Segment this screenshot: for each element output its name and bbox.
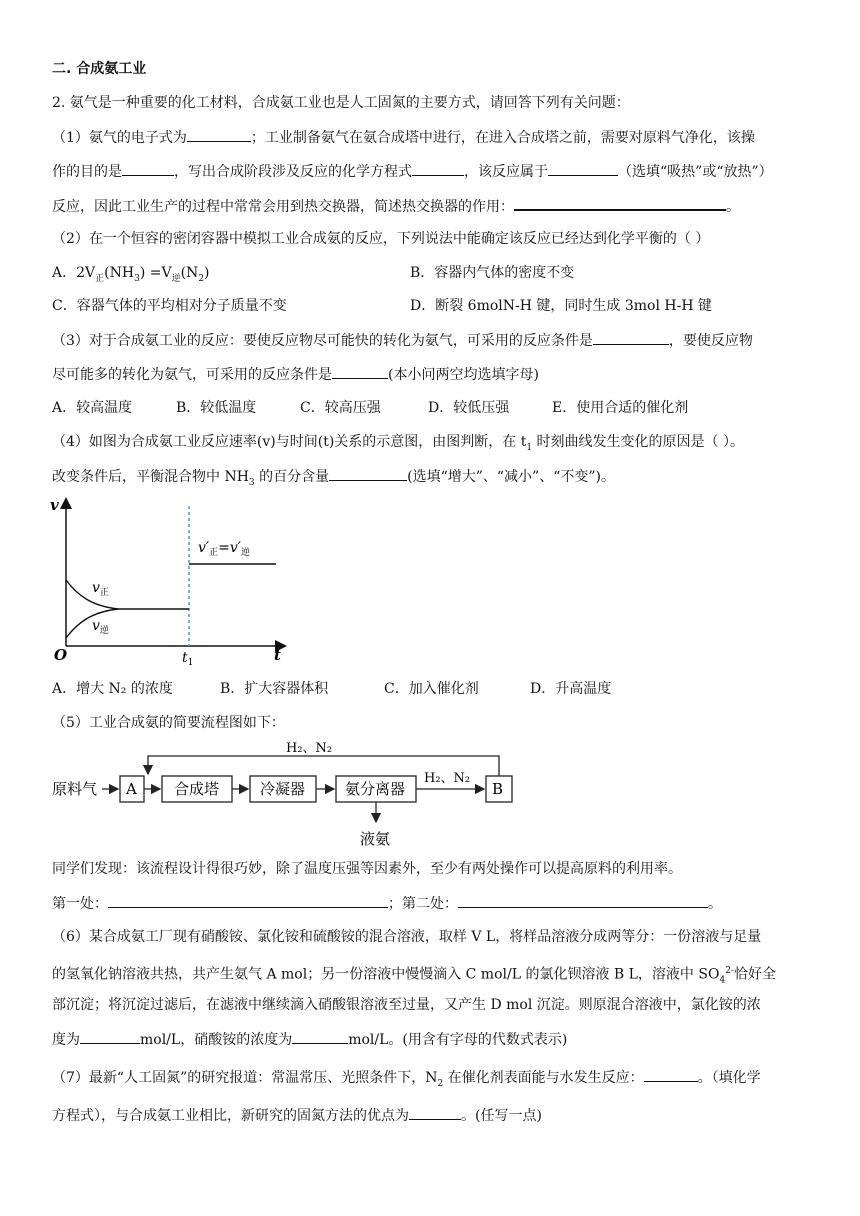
q3-option-d[interactable]: D．较低压强 xyxy=(428,400,510,416)
q7-text: 方程式），与合成氨工业相比，新研究的固氮方法的优点为 xyxy=(52,1108,409,1124)
option-text: (N xyxy=(180,265,199,281)
answer-blank[interactable] xyxy=(412,161,464,176)
x-axis-label: t xyxy=(274,646,281,664)
v-text: =v′ xyxy=(218,540,241,556)
box-a-label: A xyxy=(126,780,137,798)
q3-text: 尽可能多的转化为氨气，可采用的反应条件是 xyxy=(52,367,332,383)
answer-blank[interactable] xyxy=(332,364,388,379)
option-text: (NH xyxy=(104,265,135,281)
rate-time-graph xyxy=(48,492,288,668)
answer-blank[interactable] xyxy=(593,330,669,345)
q7-line2 xyxy=(52,1105,812,1126)
q3-text: （3）对于合成氨工业的反应：要使反应物尽可能快的转化为氨气，可采用的反应条件是 xyxy=(52,333,593,349)
box-b-label: B xyxy=(492,780,504,798)
subscript: 3 xyxy=(134,273,140,284)
q2-option-d[interactable]: D．断裂 6molN-H 键，同时生成 3mol H-H 键 xyxy=(410,298,712,314)
q1-text: ，该反应属于 xyxy=(464,164,548,180)
recycle-top-label: H₂、N₂ xyxy=(286,741,333,756)
answer-blank[interactable] xyxy=(458,893,708,908)
q4-line2 xyxy=(52,466,812,493)
q6-text: 的氢氧化钠溶液共热，共产生氨气 A mol；另一份溶液中慢慢滴入 C mol/L 的氯化钡溶液 B L，溶液中 SO xyxy=(52,966,720,983)
v-subscript: 逆 xyxy=(240,548,250,558)
option-text: A．2V xyxy=(52,265,96,281)
q1-line2 xyxy=(52,161,812,182)
subscript: 1 xyxy=(526,442,533,453)
subscript: 逆 xyxy=(171,273,181,284)
answer-blank[interactable] xyxy=(108,893,388,908)
q1-text: （选填“吸热”或“放热”） xyxy=(618,164,773,180)
q6-line3: 部沉淀；将沉淀过滤后，在滤液中继续滴入硝酸银溶液至过量，又产生 D mol 沉淀。则原混合溶液中，氯化铵的浓 xyxy=(52,997,761,1013)
v-text: v xyxy=(92,618,100,634)
q2-stem: （2）在一个恒容的密闭容器中模拟工业合成氨的反应，下列说法中能确定该反应已经达到化学平衡的（ ） xyxy=(52,231,710,247)
subscript: 3 xyxy=(248,477,255,488)
q5-stem: （5）工业合成氨的简要流程图如下： xyxy=(52,715,285,731)
v-forward-label xyxy=(92,580,109,598)
q5-text: ；第二处： xyxy=(388,896,458,912)
q1-text: 反应，因此工业生产的过程中常常会用到热交换器，简述热交换器的作用： xyxy=(52,199,514,215)
q4-text: （4）如图为合成氨工业反应速率(v)与时间(t)关系的示意图，由图判断，在 t xyxy=(52,434,527,450)
box-synthesis-tower-label: 合成塔 xyxy=(174,780,220,798)
q6-line2 xyxy=(52,961,812,990)
q6-text: 度为 xyxy=(52,1032,80,1048)
v-reverse-label xyxy=(92,618,109,636)
y-axis-label: v xyxy=(50,496,59,514)
q1-text: ；工业制备氨气在氨合成塔中进行，在进入合成塔之前，需要对原料气净化，该操 xyxy=(250,130,755,146)
superscript: 2- xyxy=(725,966,734,976)
v-subscript: 逆 xyxy=(99,626,109,636)
answer-blank[interactable] xyxy=(80,1029,140,1044)
q6-text: 恰好全 xyxy=(733,966,776,983)
new-equilibrium-label xyxy=(198,540,250,558)
q4-text: (选填“增大”、“减小”、“不变”)。 xyxy=(407,469,615,485)
option-text: ) xyxy=(204,265,210,281)
q3-line2 xyxy=(52,364,812,385)
origin-label: O xyxy=(54,646,68,664)
recycle-mid-label: H₂、N₂ xyxy=(424,771,471,786)
answer-blank[interactable] xyxy=(548,161,618,176)
q4-option-b[interactable]: B．扩大容器体积 xyxy=(220,681,329,697)
q1-line3 xyxy=(52,195,812,217)
v-subscript: 正 xyxy=(99,588,109,598)
q5-text: 第一处： xyxy=(52,896,108,912)
q6-text: mol/L，硝酸铵的浓度为 xyxy=(140,1032,293,1048)
q3-line1 xyxy=(52,330,812,351)
v-text: v′ xyxy=(198,540,210,556)
subscript: 正 xyxy=(95,273,105,284)
q2-option-a[interactable] xyxy=(52,263,210,289)
q1-text: ，写出合成阶段涉及反应的化学方程式 xyxy=(174,164,412,180)
q3-text: (本小问两空均选填字母) xyxy=(388,367,539,383)
q3-text: ，要使反应物 xyxy=(668,333,753,349)
subscript: 2 xyxy=(198,273,205,284)
subscript: 4 xyxy=(719,975,726,986)
answer-blank[interactable] xyxy=(187,127,251,142)
answer-blank[interactable] xyxy=(122,161,174,176)
process-flow-diagram xyxy=(48,736,528,854)
box-condenser-label: 冷凝器 xyxy=(260,780,306,798)
q3-option-c[interactable]: C．较高压强 xyxy=(300,400,381,416)
q2-option-c[interactable]: C．容器气体的平均相对分子质量不变 xyxy=(52,298,287,314)
feed-label: 原料气 xyxy=(52,780,98,798)
q1-text: （1）氨气的电子式为 xyxy=(52,130,187,146)
q3-option-b[interactable]: B．较低温度 xyxy=(176,400,257,416)
t1-subscript: 1 xyxy=(187,658,194,668)
q5-text: 。 xyxy=(708,896,722,912)
q5-finding: 同学们发现：该流程设计得很巧妙，除了温度压强等因素外，至少有两处操作可以提高原料的利用率。 xyxy=(52,861,682,877)
q1-text: 作的目的是 xyxy=(52,164,122,180)
q4-line1 xyxy=(52,432,812,458)
q4-text: 的百分含量 xyxy=(254,469,330,485)
q7-line1 xyxy=(52,1067,812,1094)
q4-text: 改变条件后，平衡混合物中 NH xyxy=(52,469,249,485)
answer-blank[interactable] xyxy=(329,466,407,481)
v-text: v xyxy=(92,580,100,596)
q4-option-d[interactable]: D．升高温度 xyxy=(530,681,612,697)
q6-line1: （6）某合成氨工厂现有硝酸铵、氯化铵和硫酸铵的混合溶液，取样 V L，将样品溶液分成两等分：一份溶液与足量 xyxy=(52,929,762,945)
answer-blank[interactable] xyxy=(514,195,726,211)
q4-option-c[interactable]: C．加入催化剂 xyxy=(384,681,479,697)
v-subscript: 正 xyxy=(209,548,219,558)
product-label: 液氨 xyxy=(360,830,391,848)
q7-text: 。（填化学 xyxy=(697,1070,761,1086)
q3-option-a[interactable]: A．较高温度 xyxy=(52,400,133,416)
q1-text: 。 xyxy=(726,199,740,215)
t1-label xyxy=(182,650,193,668)
q4-text: 时刻曲线发生变化的原因是（ ）。 xyxy=(532,434,745,450)
q6-line4 xyxy=(52,1029,812,1050)
q7-text: （7）最新“人工固氮”的研究报道：常温常压、光照条件下，N xyxy=(52,1070,438,1086)
q3-option-e[interactable]: E．使用合适的催化剂 xyxy=(552,400,689,416)
answer-blank[interactable] xyxy=(644,1067,698,1082)
subscript: 2 xyxy=(437,1078,444,1089)
box-ammonia-separator-label: 氨分离器 xyxy=(345,780,406,798)
section-title: 二. 合成氨工业 xyxy=(52,61,147,77)
q5-blanks-line xyxy=(52,893,812,914)
t1-text: t xyxy=(182,650,188,666)
option-text: ) =V xyxy=(139,265,172,281)
question-intro: 2. 氨气是一种重要的化工材料，合成氨工业也是人工固氮的主要方式，请回答下列有关问题： xyxy=(52,95,630,111)
q1-line1 xyxy=(52,127,812,148)
answer-blank[interactable] xyxy=(409,1105,461,1120)
q7-text: 在催化剂表面能与水发生反应： xyxy=(443,1070,644,1086)
q2-option-b[interactable]: B．容器内气体的密度不变 xyxy=(410,265,575,281)
answer-blank[interactable] xyxy=(292,1029,348,1044)
q7-text: 。(任写一点) xyxy=(461,1108,542,1124)
q4-option-a[interactable]: A．增大 N₂ 的浓度 xyxy=(52,681,173,697)
q6-text: mol/L。(用含有字母的代数式表示) xyxy=(348,1032,568,1048)
